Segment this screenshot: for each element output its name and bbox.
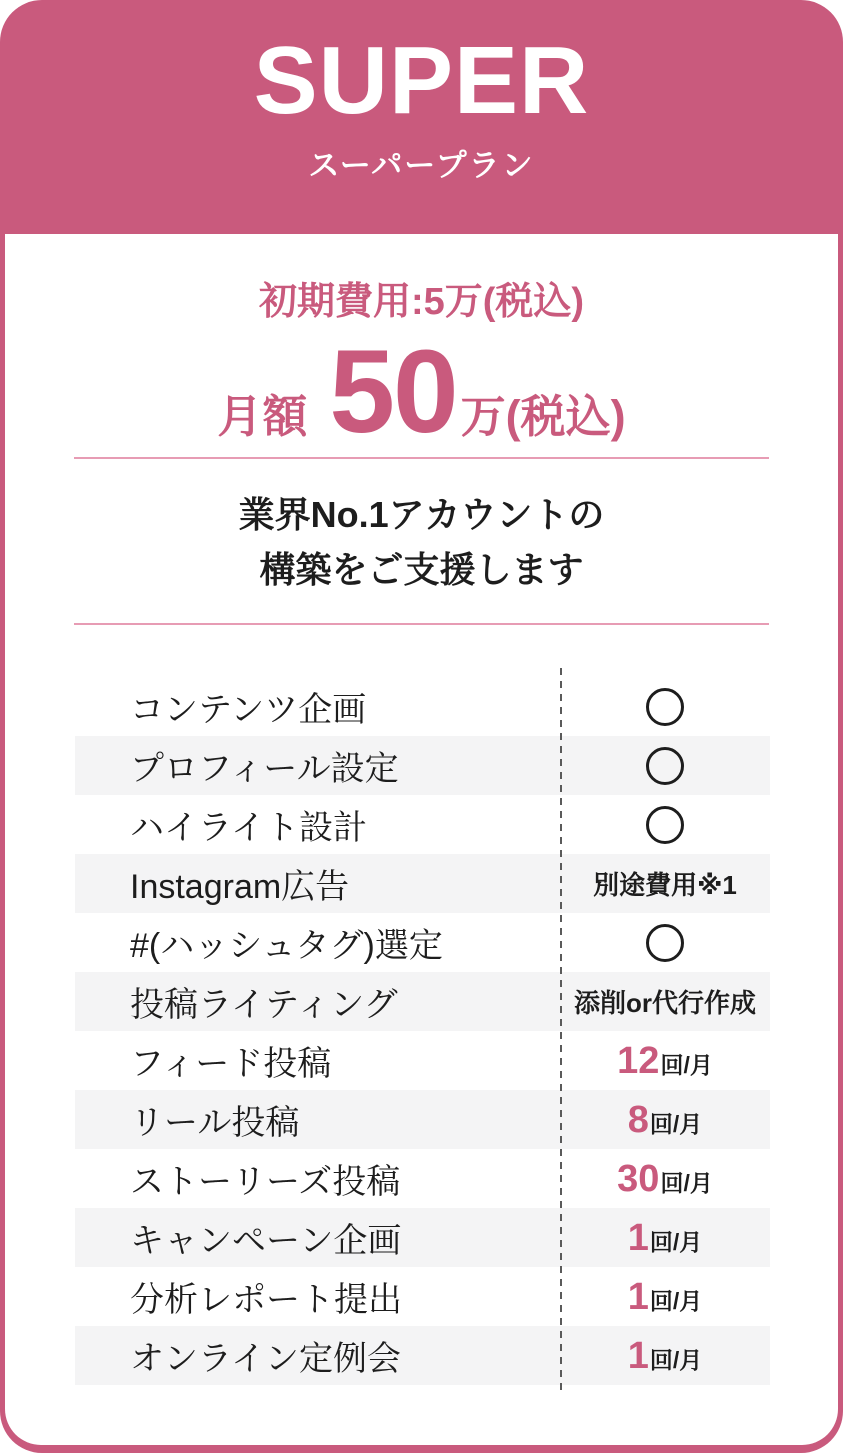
feature-row [75,913,770,972]
feature-value-number: 1 [627,1275,649,1318]
feature-row [75,1031,770,1090]
feature-value [560,1098,770,1141]
feature-label: プロフィール設定 [130,750,399,788]
feature-row [75,972,770,1031]
plan-body [5,234,838,1445]
feature-value-number: 8 [627,1098,649,1141]
setup-fee: 初期費用:5万(税込) [258,281,585,323]
feature-label: リール投稿 [130,1104,300,1142]
monthly-price-label: 月額 [217,391,308,442]
feature-value-number: 1 [627,1334,649,1377]
feature-label: #(ハッシュタグ)選定 [130,927,443,965]
feature-value [560,983,770,1020]
feature-row [75,677,770,736]
feature-value-unit: 回/月 [660,1169,713,1196]
plan-tagline [5,487,838,597]
feature-table [75,677,770,1385]
plan-name: SUPER [253,27,590,134]
feature-row [75,736,770,795]
feature-value [560,806,770,844]
divider-bottom [74,623,769,625]
feature-label: オンライン定例会 [130,1340,401,1378]
feature-value-number: 12 [617,1039,660,1082]
feature-value [560,1157,770,1200]
feature-value-unit: 回/月 [649,1110,703,1137]
feature-value [560,924,770,962]
feature-row [75,795,770,854]
feature-label: キャンペーン企画 [130,1222,402,1260]
feature-value-text: 添削or代行作成 [573,988,756,1018]
feature-value-unit: 回/月 [649,1346,703,1373]
feature-row [75,1090,770,1149]
feature-value-unit: 回/月 [649,1287,703,1314]
feature-label: 分析レポート提出 [130,1281,402,1319]
feature-value-text: 別途費用※1 [593,870,737,900]
feature-rows [75,677,770,1385]
feature-value [560,865,770,902]
feature-label: ハイライト設計 [130,809,367,847]
included-circle-icon [646,806,684,844]
feature-row [75,1267,770,1326]
plan-header [0,0,843,234]
feature-value [560,1275,770,1318]
table-column-divider [560,668,562,1394]
feature-label: 投稿ライティング [130,986,398,1024]
feature-row [75,1208,770,1267]
feature-row [75,854,770,913]
feature-label: コンテンツ企画 [130,691,367,729]
monthly-price [5,326,838,458]
tagline-line-1: 業界No.1アカウントの [238,494,605,535]
feature-row [75,1326,770,1385]
feature-value [560,1039,770,1082]
feature-value-unit: 回/月 [649,1228,703,1255]
feature-value-number: 1 [627,1216,649,1259]
feature-value [560,1216,770,1259]
feature-value [560,1334,770,1377]
feature-value-unit: 回/月 [660,1051,713,1078]
included-circle-icon [646,747,684,785]
monthly-price-unit: 万(税込) [460,391,626,442]
tagline-line-2: 構築をご支援します [259,549,584,590]
plan-name-japanese: スーパープラン [308,147,535,183]
feature-value [560,747,770,785]
feature-label: Instagram広告 [130,868,350,906]
feature-row [75,1149,770,1208]
included-circle-icon [646,688,684,726]
feature-value [560,688,770,726]
monthly-price-amount: 50 [329,326,457,458]
feature-label: フィード投稿 [130,1045,332,1083]
feature-label: ストーリーズ投稿 [130,1163,401,1201]
feature-value-number: 30 [617,1157,660,1200]
included-circle-icon [646,924,684,962]
